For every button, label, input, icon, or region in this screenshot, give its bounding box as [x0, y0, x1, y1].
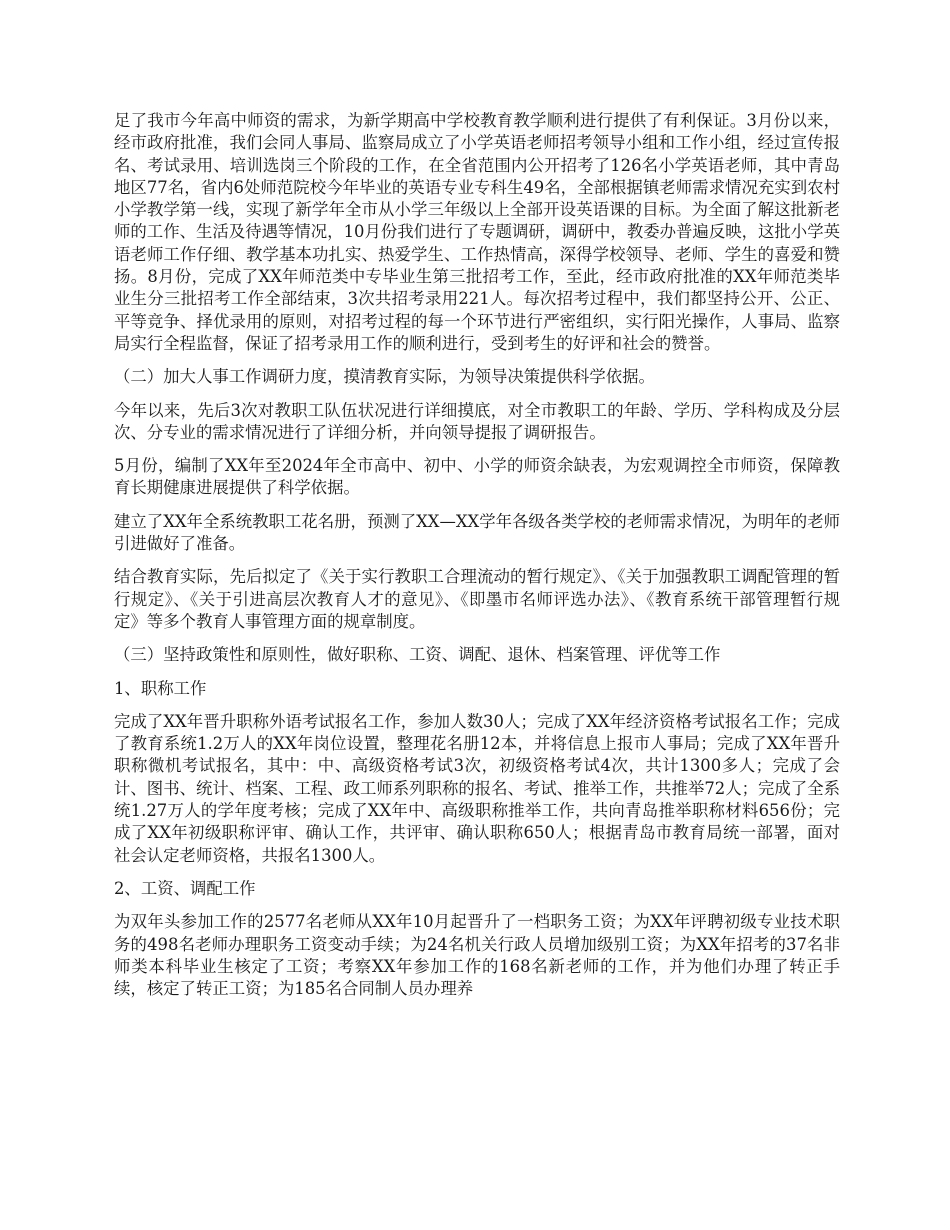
paragraph-regulations: 结合教育实际，先后拟定了《关于实行教职工合理流动的暂行规定》、《关于加强教职工调配管理的暂行规定》、《关于引进高层次教育人才的意见》、《即墨市名师评选办法》、《教育系统干部管理暂行规定》等多个教育人事管理方面的规章制度。: [114, 567, 840, 631]
paragraph-staff-roster: 建立了XX年全系统教职工花名册，预测了XX—XX学年各级各类学校的老师需求情况，为明年的老师引进做好了准备。: [114, 511, 840, 554]
section-heading-research: （二）加大人事工作调研力度，摸清教育实际，为领导决策提供科学依据。: [114, 367, 655, 387]
paragraph-recruitment: 足了我市今年高中师资的需求，为新学期高中学校教育教学顺利进行提供了有利保证。3月份以来，经市政府批准，我们会同人事局、监察局成立了小学英语老师招考领导小组和工作小组，经过宣传报名、考试录用、培训选岗三个阶段的工作，在全省范围内公开招考了126名小学英语老师，其中青岛地区77名，省内6处师范院校今年毕业的英语专业专科生49名，全部根据镇老师需求情况充实到农村小学教学第一线，实现了新学年全市从小学三年级以上全部开设英语课的目标。为全面了解这批新老师的工作、生活及待遇等情况，10月份我们进行了专题调研，调研中，教委办普遍反映，这批小学英语老师工作仔细、教学基本功扎实、热爱学生、工作热情高，深得学校领导、老师、学生的喜爱和赞扬。8月份，完成了XX年师范类中专毕业生第三批招考工作，至此，经市政府批准的XX年师范类毕业生分三批招考工作全部结束，3次共招考录用221人。每次招考过程中，我们都坚持公开、公正、平等竞争、择优录用的原则，对招考过程的每一个环节进行严密组织，实行阳光操作，人事局、监察局实行全程监督，保证了招考录用工作的顺利进行，受到考生的好评和社会的赞誉。: [114, 111, 840, 353]
paragraph-teacher-supply-table: 5月份，编制了XX年至2024年全市高中、初中、小学的师资余缺表，为宏观调控全市师资，保障教育长期健康进展提供了科学依据。: [114, 456, 840, 498]
paragraph-salary-work: 为双年头参加工作的2577名老师从XX年10月起晋升了一档职务工资；为XX年评聘初级专业技术职务的498名老师办理职务工资变动手续；为24名机关行政人员增加级别工资；为XX年招考的37名非师类本科毕业生核定了工资；考察XX年参加工作的168名新老师的工作，并为他们办理了转正手续，核定了转正工资；为185名合同制人员办理养: [114, 912, 840, 999]
paragraph-staff-survey: 今年以来，先后3次对教职工队伍状况进行详细摸底，对全市教职工的年龄、学历、学科构成及分层次、分专业的需求情况进行了详细分析，并向领导提报了调研报告。: [114, 400, 840, 442]
paragraph-title-work: 完成了XX年晋升职称外语考试报名工作，参加人数30人；完成了XX年经济资格考试报名工作；完成了教育系统1.2万人的XX年岗位设置，整理花名册12本，并将信息上报市人事局；完成了XX年晋升职称微机考试报名，其中：中、高级资格考试3次，初级资格考试4次，共计1300多人；完成了会计、图书、统计、档案、工程、政工师系列职称的报名、考试、推举工作，共推举72人；完成了全系统1.27万人的学年度考核；完成了XX年中、高级职称推举工作，共向青岛推举职称材料656份；完成了XX年初级职称评审、确认工作，共评审、确认职称650人；根据青岛市教育局统一部署，面对社会认定老师资格，共报名1300人。: [114, 711, 840, 865]
section-heading-policy: （三）坚持政策性和原则性，做好职称、工资、调配、退休、档案管理、评优等工作: [114, 645, 721, 665]
subheading-salary-transfer: 2、工资、调配工作: [114, 878, 256, 898]
document-page: [114, 110, 840, 1011]
subheading-titles: 1、职称工作: [114, 678, 207, 698]
